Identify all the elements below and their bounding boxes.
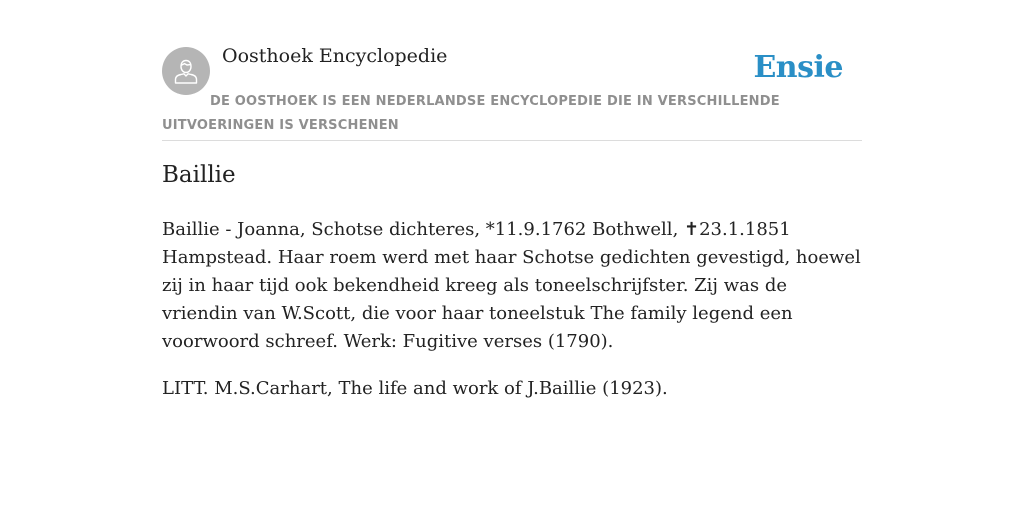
user-avatar-icon[interactable] [162, 47, 210, 95]
encyclopedia-card [162, 0, 862, 399]
entry-title: Baillie [162, 162, 236, 188]
ensie-logo[interactable]: Ensie [753, 50, 843, 85]
entry-body [162, 216, 862, 422]
source-header [162, 0, 862, 141]
person-outline-icon [171, 56, 201, 86]
entry-paragraph: LITT. M.S.Carhart, The life and work of J.Baillie (1923). [162, 378, 668, 399]
entry-paragraph: Baillie - Joanna, Schotse dichteres, *11.9.1762 Bothwell, ✝23.1.1851 Hampstead. Haar roem werd met haar Schotse gedichten gevestigd, hoewel zij in haar tijd ook bekendheid kreeg als toneelschrijfster. Zij was de vriendin van W.Scott, die voor haar toneelstuk The family legend een voorwoord schreef. Werk: Fugitive verses (1790). [162, 219, 861, 352]
source-description: DE OOSTHOEK IS EEN NEDERLANDSE ENCYCLOPEDIE DIE IN VERSCHILLENDE UITVOERINGEN IS VERSCHENEN [162, 94, 780, 133]
source-title[interactable]: Oosthoek Encyclopedie [222, 45, 448, 67]
